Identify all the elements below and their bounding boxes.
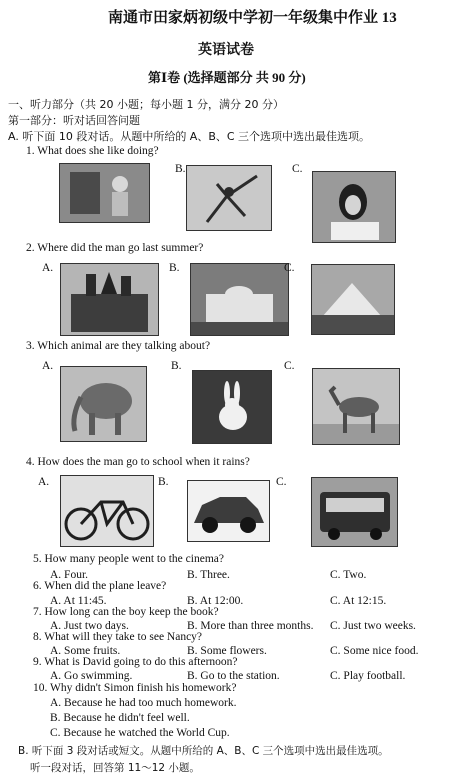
section-heading: 一、听力部分（共 20 小题；每小题 1 分，满分 20 分） (8, 98, 284, 111)
question-6: 6. When did the plane leave? (33, 580, 167, 592)
q4-option-c-label: C. (276, 476, 287, 488)
q3-option-b-picture (192, 370, 272, 444)
question-3: 3. Which animal are they talking about? (26, 340, 211, 352)
q4-option-a-label: A. (38, 476, 50, 488)
q2-option-b-picture (190, 263, 289, 336)
q4-option-a-picture (60, 475, 154, 547)
q9-option-c: C. Play football. (330, 670, 406, 682)
q3-option-c-label: C. (284, 360, 295, 372)
q10-option-c: C. Because he watched the World Cup. (50, 727, 230, 739)
q10-option-b: B. Because he didn't feel well. (50, 712, 190, 724)
q3-option-b-label: B. (171, 360, 182, 372)
q5-option-c: C. Two. (330, 569, 367, 581)
q9-option-a: A. Go swimming. (50, 670, 133, 682)
q2-option-a-label: A. (42, 262, 54, 274)
q3-option-a-label: A. (42, 360, 54, 372)
q2-option-b-label: B. (169, 262, 180, 274)
q1-option-c-picture (312, 171, 396, 243)
q9-option-b: B. Go to the station. (187, 670, 280, 682)
q6-option-a: A. At 11:45. (50, 595, 107, 607)
q6-option-b: B. At 12:00. (187, 595, 244, 607)
q8-option-b: B. Some flowers. (187, 645, 267, 657)
instruction-b: B. 听下面 3 段对话或短文。从题中所给的 A、B、C 三个选项中选出最佳选项。 (18, 745, 389, 757)
q4-option-c-picture (311, 477, 398, 547)
q7-option-b: B. More than three months. (187, 620, 314, 632)
question-2: 2. Where did the man go last summer? (26, 242, 204, 254)
part-heading: 第一部分：听对话回答问题 (8, 114, 140, 127)
exam-subtitle: 英语试卷 (198, 43, 254, 58)
instruction-b-sub: 听一段对话，回答第 11～12 小题。 (30, 762, 200, 774)
q1-option-b-picture (186, 165, 272, 231)
q3-option-a-picture (60, 366, 147, 442)
question-4: 4. How does the man go to school when it rains? (26, 456, 250, 468)
question-5: 5. How many people went to the cinema? (33, 553, 224, 565)
q1-option-b-label: B. (175, 163, 186, 175)
q7-option-c: C. Just two weeks. (330, 620, 416, 632)
q1-option-a-picture (59, 163, 150, 223)
q7-option-a: A. Just two days. (50, 620, 129, 632)
q8-option-a: A. Some fruits. (50, 645, 121, 657)
q3-option-c-picture (312, 368, 400, 445)
question-1: 1. What does she like doing? (26, 145, 159, 157)
q6-option-c: C. At 12:15. (330, 595, 387, 607)
instruction-a: A. 听下面 10 段对话。从题中所给的 A、B、C 三个选项中选出最佳选项。 (8, 130, 371, 143)
question-9: 9. What is David going to do this afternoon? (33, 656, 238, 668)
page-title: 南通市田家炳初级中学初一年级集中作业 13 (108, 10, 397, 26)
q5-option-b: B. Three. (187, 569, 230, 581)
q10-option-a: A. Because he had too much homework. (50, 697, 237, 709)
q4-option-b-picture (187, 480, 270, 542)
volume-heading: 第Ⅰ卷 (选择题部分 共 90 分) (148, 70, 306, 85)
q2-option-c-picture (311, 264, 395, 335)
q8-option-c: C. Some nice food. (330, 645, 419, 657)
question-8: 8. What will they take to see Nancy? (33, 631, 203, 643)
q5-option-a: A. Four. (50, 569, 89, 581)
q1-option-c-label: C. (292, 163, 303, 175)
question-7: 7. How long can the boy keep the book? (33, 606, 219, 618)
q2-option-a-picture (60, 263, 159, 336)
q4-option-b-label: B. (158, 476, 169, 488)
q2-option-c-label: C. (284, 262, 295, 274)
question-10: 10. Why didn't Simon finish his homework? (33, 682, 237, 694)
